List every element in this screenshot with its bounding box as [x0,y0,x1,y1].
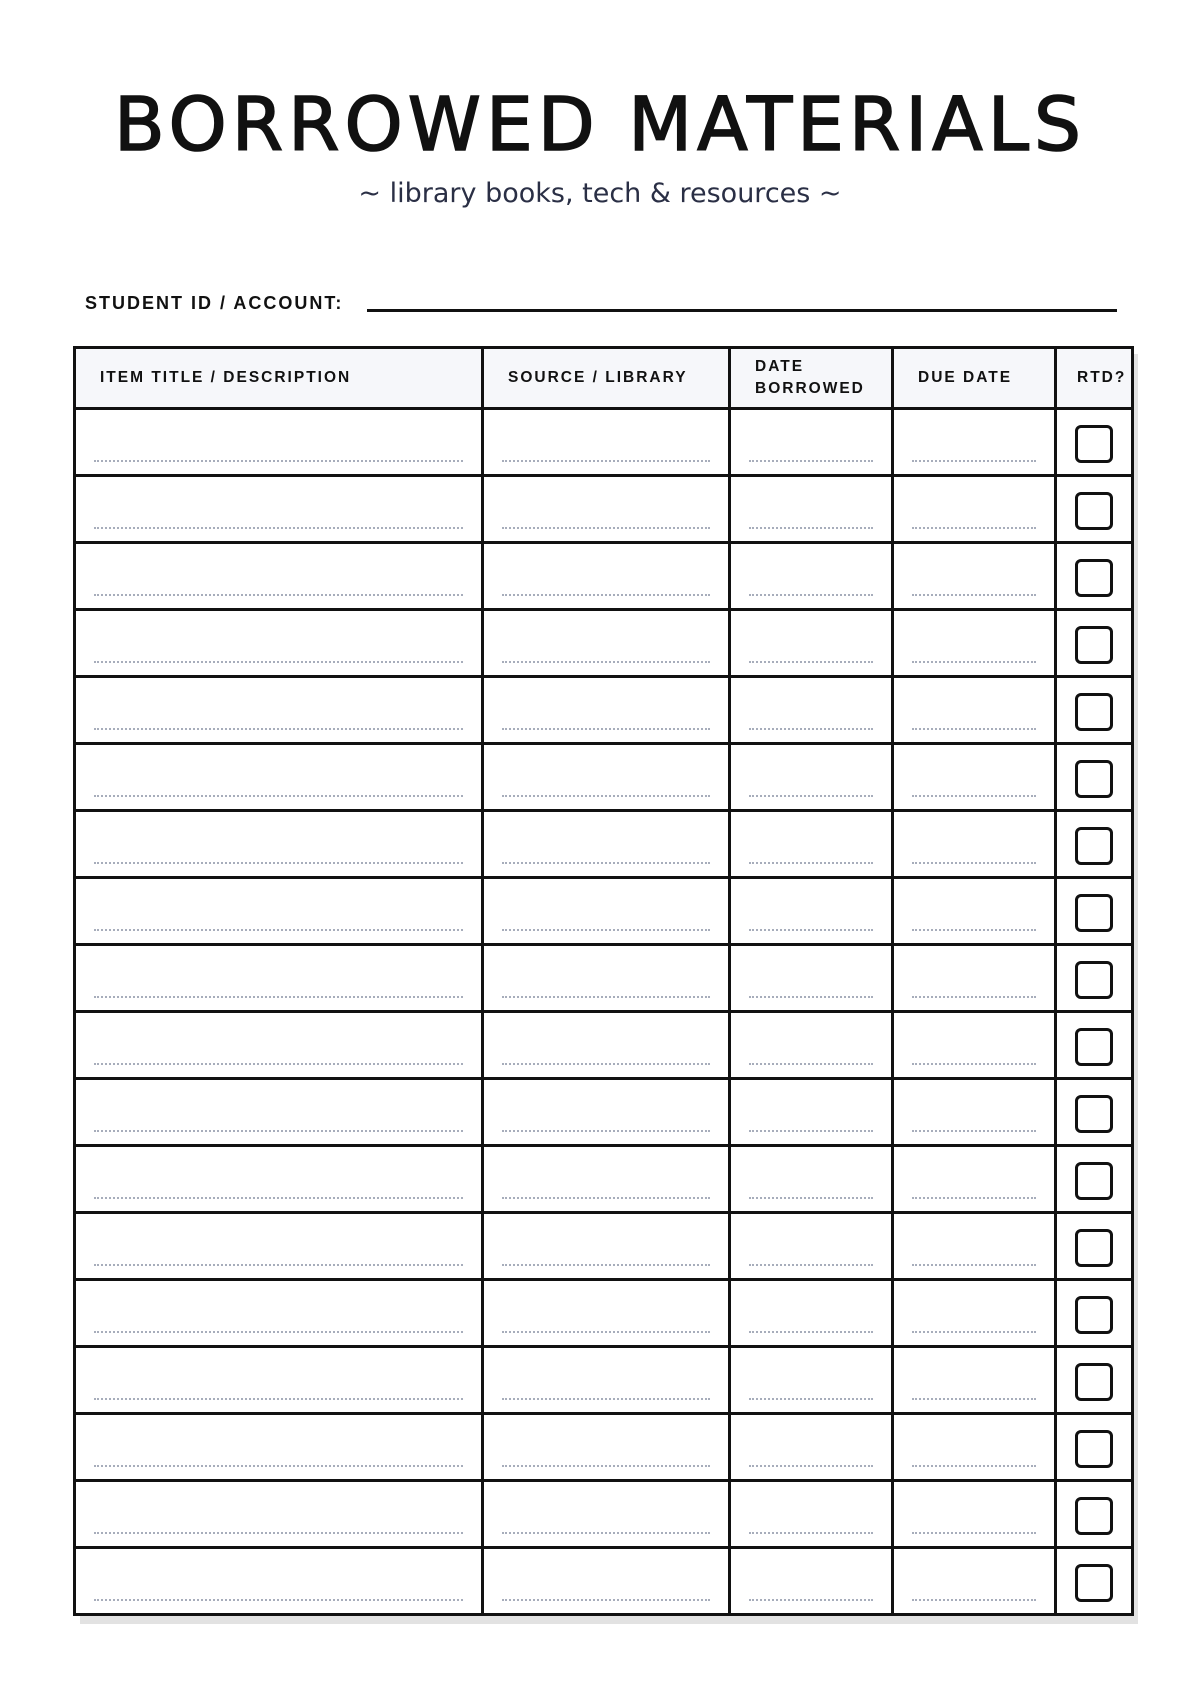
returned-checkbox[interactable] [1075,1296,1113,1334]
dotted-write-line [912,661,1036,663]
date-borrowed-field[interactable] [730,744,893,811]
source-field[interactable] [483,409,730,476]
item-title-field[interactable] [75,476,483,543]
returned-checkbox[interactable] [1075,1162,1113,1200]
dotted-write-line [749,1130,873,1132]
date-borrowed-field[interactable] [730,476,893,543]
dotted-write-line [749,594,873,596]
table-row [75,677,1133,744]
table-row [75,476,1133,543]
table-row [75,1213,1133,1280]
dotted-write-line [749,1197,873,1199]
dotted-write-line [502,1130,710,1132]
returned-checkbox[interactable] [1075,1564,1113,1602]
date-borrowed-field[interactable] [730,1146,893,1213]
returned-cell [1056,744,1133,811]
due-date-field[interactable] [893,1012,1056,1079]
due-date-field[interactable] [893,1280,1056,1347]
returned-cell [1056,1481,1133,1548]
item-title-field[interactable] [75,610,483,677]
dotted-write-line [502,862,710,864]
item-title-field[interactable] [75,1213,483,1280]
dotted-write-line [94,460,463,462]
dotted-write-line [912,1532,1036,1534]
date-borrowed-field[interactable] [730,945,893,1012]
source-field[interactable] [483,1079,730,1146]
dotted-write-line [749,527,873,529]
due-date-field[interactable] [893,1414,1056,1481]
date-borrowed-field[interactable] [730,811,893,878]
due-date-field[interactable] [893,1548,1056,1615]
source-field[interactable] [483,1548,730,1615]
returned-cell [1056,1280,1133,1347]
due-date-field[interactable] [893,1079,1056,1146]
item-title-field[interactable] [75,811,483,878]
dotted-write-line [912,728,1036,730]
dotted-write-line [502,594,710,596]
returned-checkbox[interactable] [1075,894,1113,932]
returned-checkbox[interactable] [1075,492,1113,530]
due-date-field[interactable] [893,610,1056,677]
table-row [75,610,1133,677]
table-row [75,543,1133,610]
dotted-write-line [502,661,710,663]
date-borrowed-field[interactable] [730,1280,893,1347]
dotted-write-line [502,460,710,462]
dotted-write-line [912,594,1036,596]
dotted-write-line [912,929,1036,931]
dotted-write-line [502,1197,710,1199]
item-title-field[interactable] [75,945,483,1012]
due-date-field[interactable] [893,744,1056,811]
item-title-field[interactable] [75,1012,483,1079]
returned-checkbox[interactable] [1075,827,1113,865]
dotted-write-line [912,795,1036,797]
returned-checkbox[interactable] [1075,1229,1113,1267]
item-title-field[interactable] [75,543,483,610]
dotted-write-line [94,728,463,730]
dotted-write-line [502,795,710,797]
date-borrowed-field[interactable] [730,1079,893,1146]
returned-cell [1056,1347,1133,1414]
date-borrowed-field[interactable] [730,610,893,677]
dotted-write-line [749,728,873,730]
returned-checkbox[interactable] [1075,1028,1113,1066]
returned-cell [1056,1414,1133,1481]
dotted-write-line [912,1599,1036,1601]
source-field[interactable] [483,543,730,610]
due-date-field[interactable] [893,878,1056,945]
returned-checkbox[interactable] [1075,1497,1113,1535]
dotted-write-line [912,1331,1036,1333]
dotted-write-line [502,1532,710,1534]
dotted-write-line [94,795,463,797]
source-field[interactable] [483,1280,730,1347]
source-field[interactable] [483,677,730,744]
table-row [75,1414,1133,1481]
due-date-field[interactable] [893,1347,1056,1414]
dotted-write-line [94,1331,463,1333]
item-title-field[interactable] [75,1481,483,1548]
column-header-due-date: DUE DATE [893,348,1056,409]
dotted-write-line [94,1398,463,1400]
returned-cell [1056,945,1133,1012]
returned-cell [1056,543,1133,610]
column-header-item-title: ITEM TITLE / DESCRIPTION [75,348,483,409]
date-borrowed-field[interactable] [730,1548,893,1615]
source-field[interactable] [483,476,730,543]
returned-cell [1056,1548,1133,1615]
page-subtitle: ~ library books, tech & resources ~ [358,178,842,209]
table-row [75,945,1133,1012]
dotted-write-line [749,929,873,931]
returned-cell [1056,1079,1133,1146]
due-date-field[interactable] [893,543,1056,610]
table-row [75,1079,1133,1146]
date-borrowed-field[interactable] [730,1213,893,1280]
dotted-write-line [749,1599,873,1601]
table-row [75,1146,1133,1213]
dotted-write-line [94,1532,463,1534]
table-row [75,811,1133,878]
item-title-field[interactable] [75,1079,483,1146]
source-field[interactable] [483,1414,730,1481]
date-borrowed-field[interactable] [730,1012,893,1079]
dotted-write-line [502,1264,710,1266]
dotted-write-line [749,1063,873,1065]
dotted-write-line [749,1398,873,1400]
dotted-write-line [94,594,463,596]
student-account-label: STUDENT ID / ACCOUNT: [85,293,344,313]
returned-checkbox[interactable] [1075,1430,1113,1468]
item-title-field[interactable] [75,1548,483,1615]
item-title-field[interactable] [75,1347,483,1414]
returned-cell [1056,811,1133,878]
dotted-write-line [94,1264,463,1266]
table-row [75,409,1133,476]
item-title-field[interactable] [75,744,483,811]
dotted-write-line [502,1465,710,1467]
table-row [75,1548,1133,1615]
returned-cell [1056,1213,1133,1280]
table-row [75,744,1133,811]
dotted-write-line [912,1063,1036,1065]
item-title-field[interactable] [75,1414,483,1481]
source-field[interactable] [483,1012,730,1079]
dotted-write-line [94,661,463,663]
dotted-write-line [502,1331,710,1333]
returned-checkbox[interactable] [1075,626,1113,664]
date-borrowed-field[interactable] [730,409,893,476]
due-date-field[interactable] [893,1481,1056,1548]
dotted-write-line [912,1398,1036,1400]
returned-cell [1056,878,1133,945]
date-borrowed-field[interactable] [730,1347,893,1414]
returned-cell [1056,1012,1133,1079]
returned-checkbox[interactable] [1075,1095,1113,1133]
column-header-returned: RTD? [1056,348,1133,409]
source-field[interactable] [483,945,730,1012]
column-header-date-borrowed: DATE BORROWED [730,348,893,409]
returned-checkbox[interactable] [1075,961,1113,999]
due-date-field[interactable] [893,677,1056,744]
source-field[interactable] [483,811,730,878]
date-borrowed-field[interactable] [730,677,893,744]
dotted-write-line [912,527,1036,529]
returned-checkbox[interactable] [1075,559,1113,597]
item-title-field[interactable] [75,1146,483,1213]
dotted-write-line [749,862,873,864]
dotted-write-line [749,460,873,462]
dotted-write-line [94,527,463,529]
dotted-write-line [749,661,873,663]
table-body [75,409,1133,1615]
borrowed-materials-table [73,346,1134,1616]
item-title-field[interactable] [75,878,483,945]
due-date-field[interactable] [893,811,1056,878]
due-date-field[interactable] [893,1146,1056,1213]
due-date-field[interactable] [893,945,1056,1012]
date-borrowed-field[interactable] [730,1414,893,1481]
dotted-write-line [749,1264,873,1266]
dotted-write-line [749,1465,873,1467]
dotted-write-line [94,996,463,998]
item-title-field[interactable] [75,1280,483,1347]
source-field[interactable] [483,1146,730,1213]
dotted-write-line [94,1197,463,1199]
returned-checkbox[interactable] [1075,425,1113,463]
dotted-write-line [912,1465,1036,1467]
returned-checkbox[interactable] [1075,1363,1113,1401]
dotted-write-line [749,1331,873,1333]
dotted-write-line [912,1130,1036,1132]
table-header-row [75,348,1133,409]
dotted-write-line [912,862,1036,864]
source-field[interactable] [483,878,730,945]
column-header-source: SOURCE / LIBRARY [483,348,730,409]
student-account-field-line[interactable] [367,309,1117,312]
page-title: BORROWED MATERIALS [114,82,1086,168]
date-borrowed-field[interactable] [730,878,893,945]
dotted-write-line [749,996,873,998]
item-title-field[interactable] [75,677,483,744]
source-field[interactable] [483,1481,730,1548]
due-date-field[interactable] [893,409,1056,476]
returned-cell [1056,677,1133,744]
dotted-write-line [502,996,710,998]
due-date-field[interactable] [893,1213,1056,1280]
dotted-write-line [502,1398,710,1400]
returned-cell [1056,476,1133,543]
returned-checkbox[interactable] [1075,693,1113,731]
table-row [75,878,1133,945]
source-field[interactable] [483,610,730,677]
returned-cell [1056,409,1133,476]
dotted-write-line [94,1063,463,1065]
source-field[interactable] [483,1213,730,1280]
dotted-write-line [749,795,873,797]
dotted-write-line [502,1599,710,1601]
dotted-write-line [94,1599,463,1601]
dotted-write-line [94,1130,463,1132]
dotted-write-line [912,1264,1036,1266]
dotted-write-line [94,929,463,931]
dotted-write-line [912,460,1036,462]
date-borrowed-field[interactable] [730,1481,893,1548]
dotted-write-line [502,728,710,730]
table-row [75,1481,1133,1548]
table-row [75,1347,1133,1414]
source-field[interactable] [483,1347,730,1414]
table-row [75,1012,1133,1079]
source-field[interactable] [483,744,730,811]
returned-checkbox[interactable] [1075,760,1113,798]
item-title-field[interactable] [75,409,483,476]
returned-cell [1056,1146,1133,1213]
dotted-write-line [502,929,710,931]
dotted-write-line [502,527,710,529]
dotted-write-line [749,1532,873,1534]
date-borrowed-field[interactable] [730,543,893,610]
returned-cell [1056,610,1133,677]
due-date-field[interactable] [893,476,1056,543]
table-row [75,1280,1133,1347]
dotted-write-line [912,1197,1036,1199]
dotted-write-line [94,862,463,864]
dotted-write-line [912,996,1036,998]
dotted-write-line [94,1465,463,1467]
dotted-write-line [502,1063,710,1065]
